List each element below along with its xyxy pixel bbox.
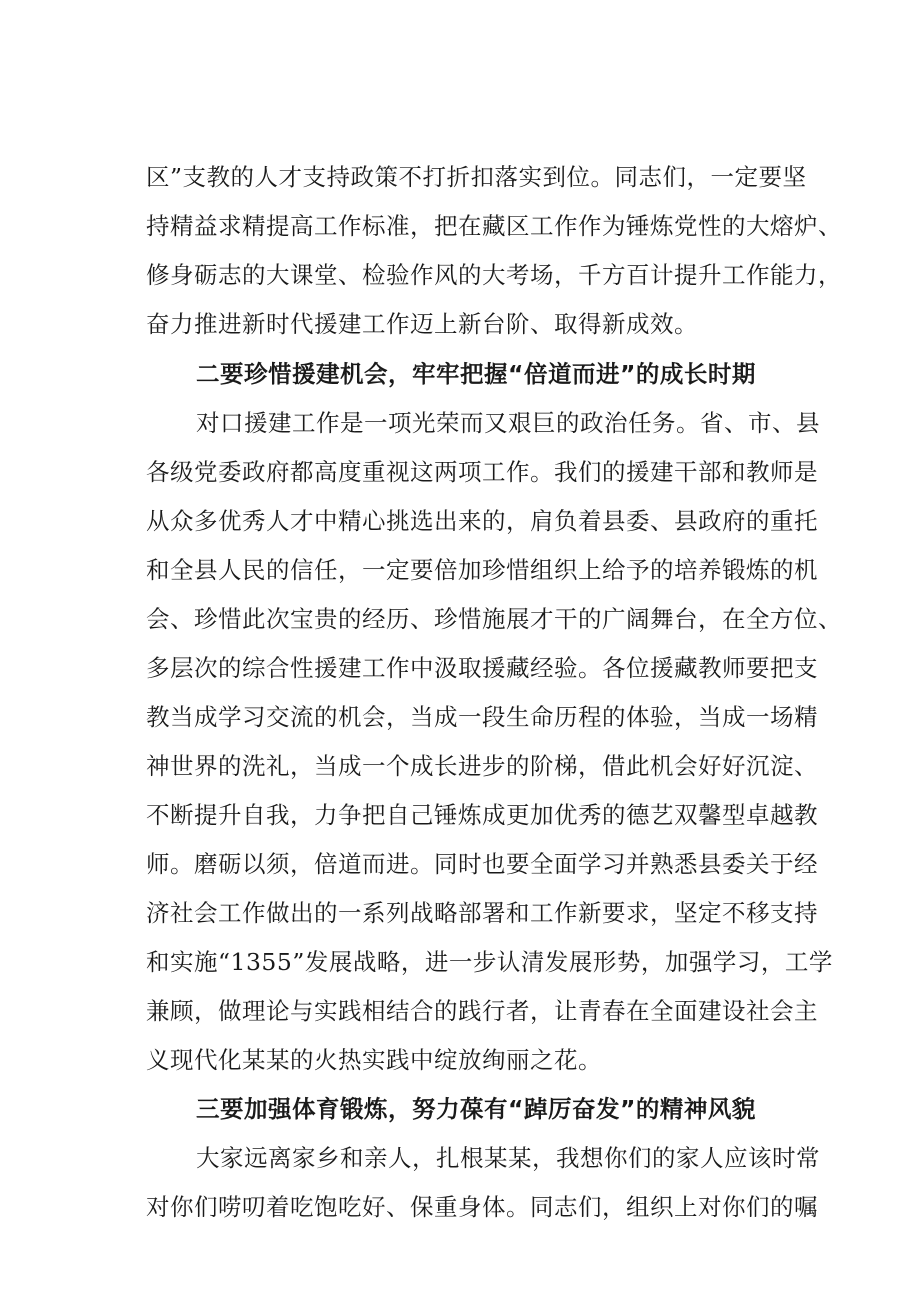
body-line: 济社会工作做出的一系列战略部署和工作新要求，坚定不移支持 xyxy=(146,899,818,927)
body-line: 大家远离家乡和亲人，扎根某某，我想你们的家人应该时常 xyxy=(196,1144,820,1172)
body-line: 不断提升自我，力争把自己锤炼成更加优秀的德艺双馨型卓越教 xyxy=(146,801,818,829)
body-line: 兼顾，做理论与实践相结合的践行者，让青春在全面建设社会主 xyxy=(146,997,818,1025)
body-line: 对口援建工作是一项光荣而又艰巨的政治任务。省、市、县 xyxy=(196,409,820,437)
body-line: 各级党委政府都高度重视这两项工作。我们的援建干部和教师是 xyxy=(146,458,818,486)
body-line: 持精益求精提高工作标准，把在藏区工作作为锤炼党性的大熔炉、 xyxy=(146,212,842,240)
section-heading: 二要珍惜援建机会，牢牢把握“倍道而进”的成长时期 xyxy=(196,360,756,388)
body-line: 和实施“1355”发展战略，进一步认清发展形势，加强学习，工学 xyxy=(146,948,833,976)
body-line: 义现代化某某的火热实践中绽放绚丽之花。 xyxy=(146,1046,602,1074)
body-line: 从众多优秀人才中精心挑选出来的，肩负着县委、县政府的重托 xyxy=(146,507,818,535)
body-line: 多层次的综合性援建工作中汲取援藏经验。各位援藏教师要把支 xyxy=(146,654,818,682)
body-line: 神世界的洗礼，当成一个成长进步的阶梯，借此机会好好沉淀、 xyxy=(146,752,818,780)
body-line: 和全县人民的信任，一定要倍加珍惜组织上给予的培养锻炼的机 xyxy=(146,556,818,584)
section-heading: 三要加强体育锻炼，努力葆有“踔厉奋发”的精神风貌 xyxy=(196,1095,756,1123)
body-line: 修身砺志的大课堂、检验作风的大考场，千方百计提升工作能力， xyxy=(146,261,842,289)
body-line: 会、珍惜此次宝贵的经历、珍惜施展才干的广阔舞台，在全方位、 xyxy=(146,605,842,633)
body-line: 奋力推进新时代援建工作迈上新台阶、取得新成效。 xyxy=(146,310,698,338)
body-line: 区”支教的人才支持政策不打折扣落实到位。同志们，一定要坚 xyxy=(146,163,807,191)
body-line: 对你们唠叨着吃饱吃好、保重身体。同志们，组织上对你们的嘱 xyxy=(146,1193,818,1221)
body-line: 教当成学习交流的机会，当成一段生命历程的体验，当成一场精 xyxy=(146,703,818,731)
body-line: 师。磨砺以须，倍道而进。同时也要全面学习并熟悉县委关于经 xyxy=(146,850,818,878)
